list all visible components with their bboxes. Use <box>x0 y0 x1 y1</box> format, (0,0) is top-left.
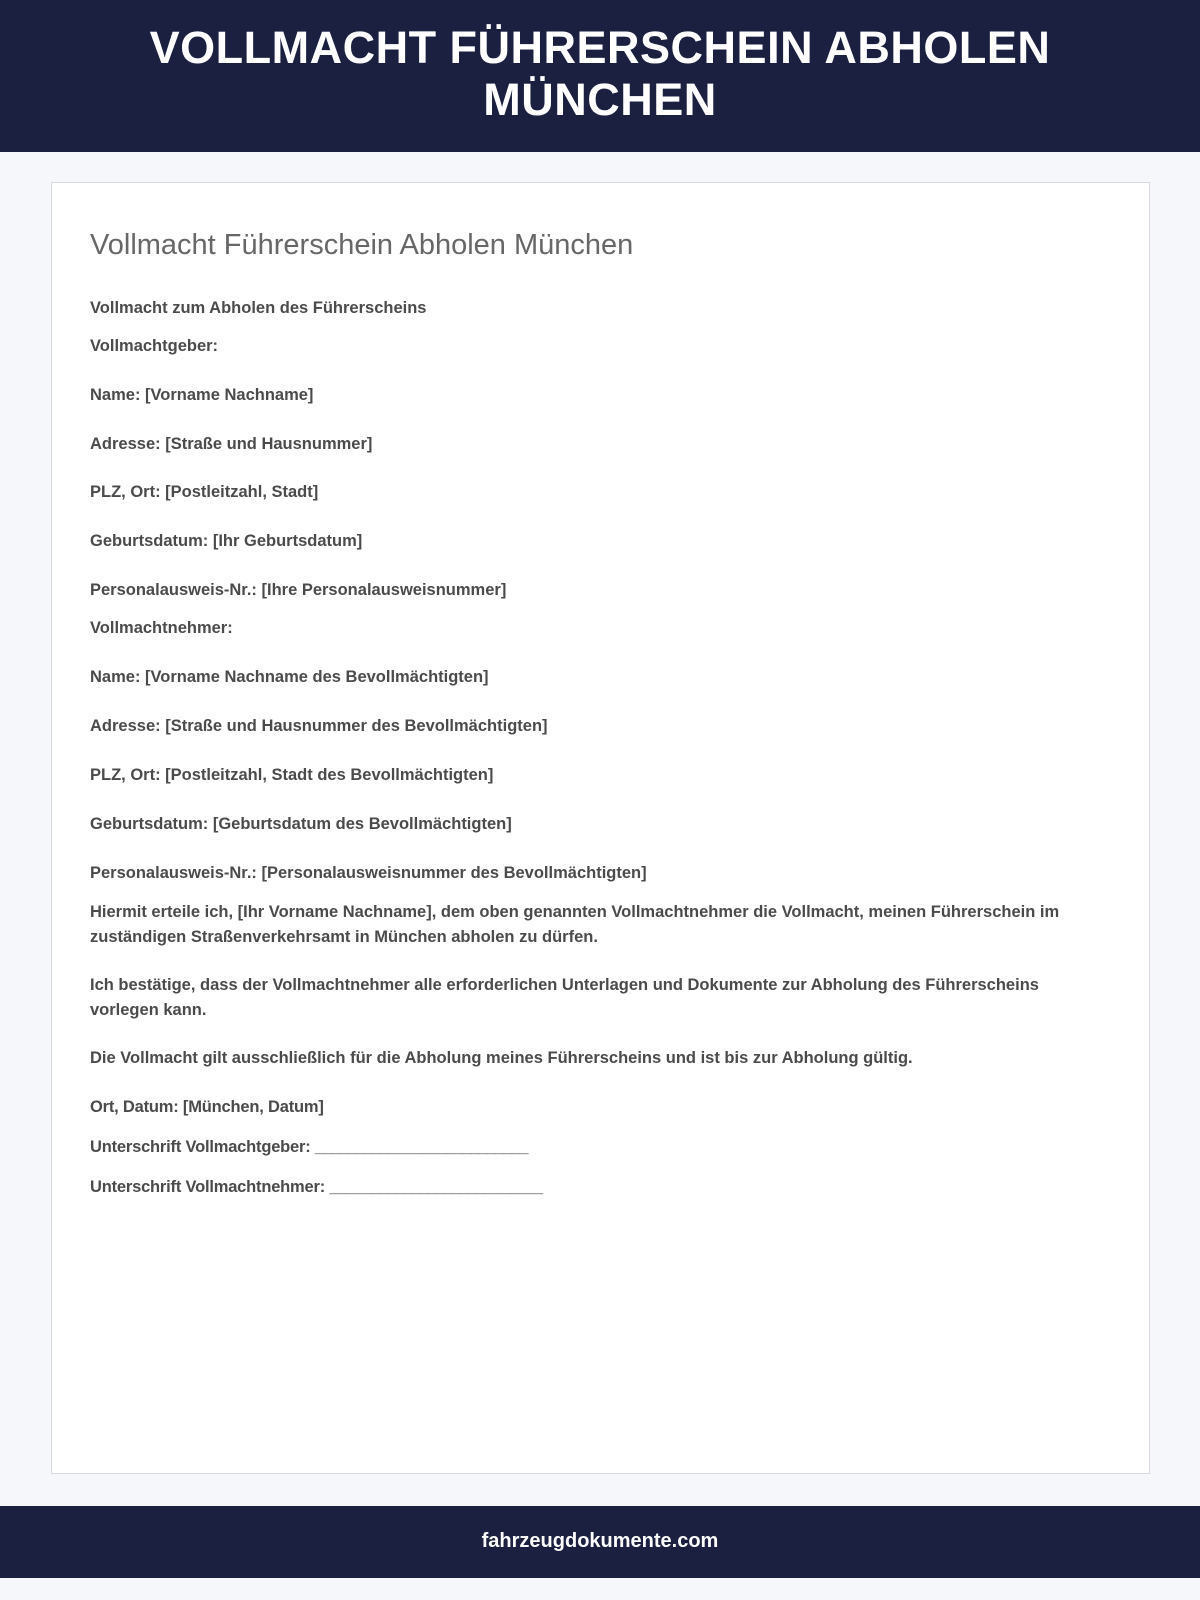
validity-paragraph: Die Vollmacht gilt ausschließlich für die Abholung meines Führerscheins und ist bis zur Abholung gültig. <box>90 1048 913 1067</box>
signature-grantor-label: Unterschrift Vollmachtgeber: <box>90 1137 311 1156</box>
grantor-section-heading: Vollmachtgeber: <box>90 336 219 355</box>
grantor-field-postal-city: PLZ, Ort: [Postleitzahl, Stadt] <box>90 483 319 502</box>
agent-field-id-number: Personalausweis-Nr.: [Personalausweisnummer des Bevollmächtigten] <box>90 863 647 882</box>
signature-grantor-line <box>90 1134 1111 1160</box>
agent-field-postal-city: PLZ, Ort: [Postleitzahl, Stadt des Bevollmächtigten] <box>90 765 494 784</box>
document-card <box>51 182 1150 1474</box>
grantor-field-name: Name: [Vorname Nachname] <box>90 385 314 404</box>
page-body <box>0 152 1200 1474</box>
signature-agent-label: Unterschrift Vollmachtnehmer: <box>90 1178 326 1197</box>
page-footer-banner <box>0 1506 1200 1578</box>
grantor-field-id-number: Personalausweis-Nr.: [Ihre Personalausweisnummer] <box>90 581 507 600</box>
place-date-line: Ort, Datum: [München, Datum] <box>90 1097 324 1116</box>
document-title: Vollmacht Führerschein Abholen München <box>90 228 634 261</box>
agent-field-birthdate: Geburtsdatum: [Geburtsdatum des Bevollmächtigten] <box>90 814 512 833</box>
confirmation-paragraph: Ich bestätige, dass der Vollmachtnehmer alle erforderlichen Unterlagen und Dokumente zur Abholung des Führerscheins vorlegen kann. <box>90 975 1039 1020</box>
grantor-field-address: Adresse: [Straße und Hausnummer] <box>90 434 373 453</box>
grantor-field-birthdate: Geburtsdatum: [Ihr Geburtsdatum] <box>90 532 363 551</box>
page-title: VOLLMACHT FÜHRERSCHEIN ABHOLEN MÜNCHEN <box>149 22 1051 125</box>
signature-grantor-rule: __________________________ <box>314 1137 528 1156</box>
agent-field-name: Name: [Vorname Nachname des Bevollmächtigten] <box>90 668 489 687</box>
signature-agent-rule: __________________________ <box>329 1178 543 1197</box>
agent-field-address: Adresse: [Straße und Hausnummer des Bevollmächtigten] <box>90 717 548 736</box>
document-subtitle: Vollmacht zum Abholen des Führerscheins <box>90 298 427 317</box>
authorization-paragraph: Hiermit erteile ich, [Ihr Vorname Nachname], dem oben genannten Vollmachtnehmer die Vollmacht, meinen Führerschein im zuständigen Straßenverkehrsamt in München abholen zu dürfen. <box>90 902 1060 947</box>
footer-site-name: fahrzeugdokumente.com <box>481 1530 719 1552</box>
agent-section-heading: Vollmachtnehmer: <box>90 619 233 638</box>
page-header-banner <box>0 0 1200 152</box>
signature-agent-line <box>90 1174 1111 1200</box>
